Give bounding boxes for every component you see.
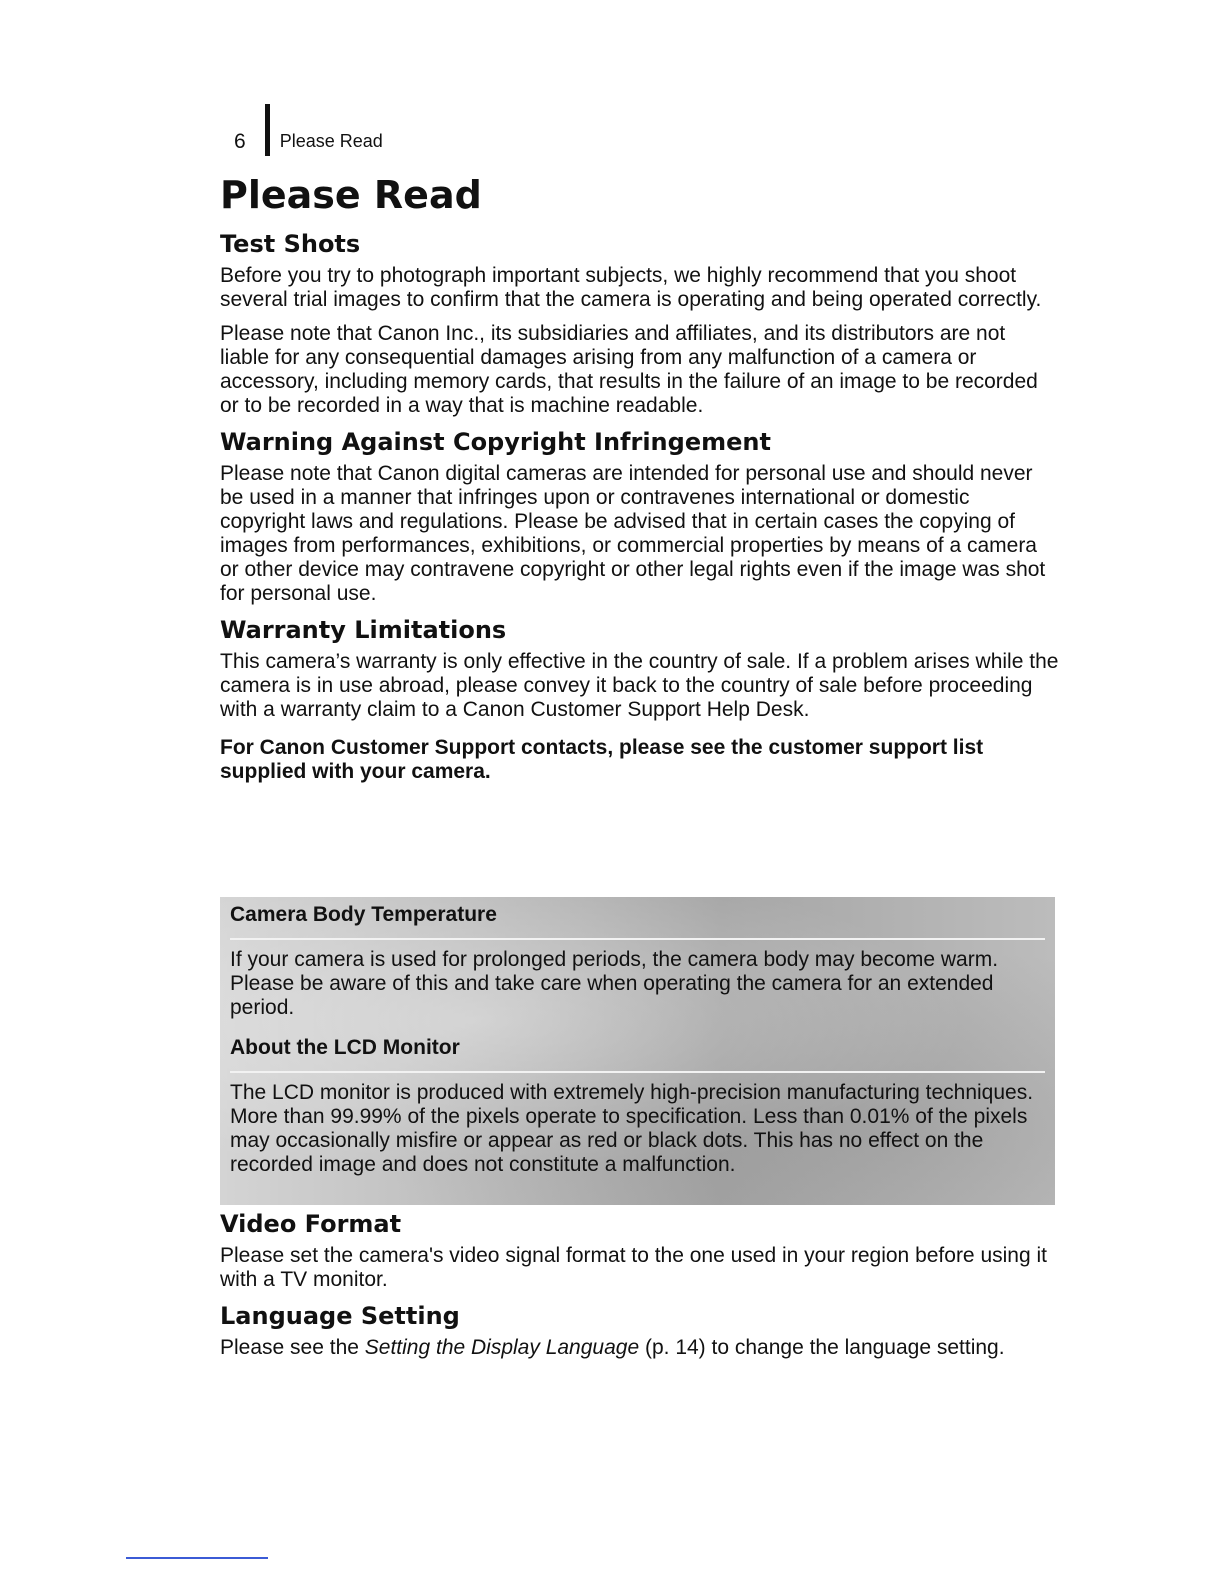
lcd-monitor-title: About the LCD Monitor [230, 1030, 1045, 1073]
video-format-paragraph: Please set the camera's video signal format to the one used in your region before using it with a TV monitor. [220, 1244, 1047, 1291]
heading-warranty: Warranty Limitations [220, 616, 507, 644]
lcd-monitor-text: The LCD monitor is produced with extremely high-precision manufacturing techniques. More than 99.99% of the pixels operate to specification. Less than 0.01% of the pixels may occasionally misfire or appear as red or black dots. This has no effect on the recorded image and does not constitute a malfunction. [230, 1081, 1034, 1176]
lower-content [220, 1210, 1060, 1370]
copyright-paragraph: Please note that Canon digital cameras are intended for personal use and should never be used in a manner that infringes upon or contravenes international or domestic copyright laws and regulations. Please be advised that in certain cases the copying of images from performances, exhibitions, or commercial properties by means of a camera or other device may contravene copyright or other legal rights even if the image was shot for personal use. [220, 462, 1046, 605]
test-shots-paragraph-2: Please note that Canon Inc., its subsidiaries and affiliates, and its distributors are not liable for any consequential damages arising from any malfunction of a camera or accessory, including memory cards, that results in the failure of an image to be recorded or to be recorded in a way that is machine readable. [220, 322, 1038, 417]
heading-test-shots: Test Shots [220, 230, 361, 258]
main-content [220, 173, 1060, 794]
support-note: For Canon Customer Support contacts, please see the customer support list supplied with your camera. [220, 736, 984, 783]
running-title: Please Read [279, 131, 383, 151]
language-reference-link[interactable]: Setting the Display Language [364, 1336, 640, 1359]
heading-video-format: Video Format [220, 1210, 402, 1238]
body-temperature-title: Camera Body Temperature [230, 897, 1045, 940]
language-text-after: (p. 14) to change the language setting. [639, 1336, 1005, 1359]
caution-box [220, 897, 1055, 1205]
page-header [234, 104, 383, 156]
header-divider [265, 104, 270, 156]
heading-copyright: Warning Against Copyright Infringement [220, 428, 771, 456]
page-title: Please Read [220, 173, 482, 217]
footer-rule [126, 1557, 268, 1559]
language-text-before: Please see the [220, 1336, 365, 1359]
heading-language-setting: Language Setting [220, 1302, 460, 1330]
page-number: 6 [234, 130, 246, 153]
body-temperature-text: If your camera is used for prolonged periods, the camera body may become warm. Please be aware of this and take care when operating the camera for an extended period. [230, 948, 999, 1019]
language-paragraph [220, 1336, 1060, 1360]
warranty-paragraph: This camera’s warranty is only effective in the country of sale. If a problem arises while the camera is in use abroad, please convey it back to the country of sale before proceeding with a warranty claim to a Canon Customer Support Help Desk. [220, 650, 1059, 721]
test-shots-paragraph-1: Before you try to photograph important subjects, we highly recommend that you shoot several trial images to confirm that the camera is operating and being operated correctly. [220, 264, 1042, 311]
